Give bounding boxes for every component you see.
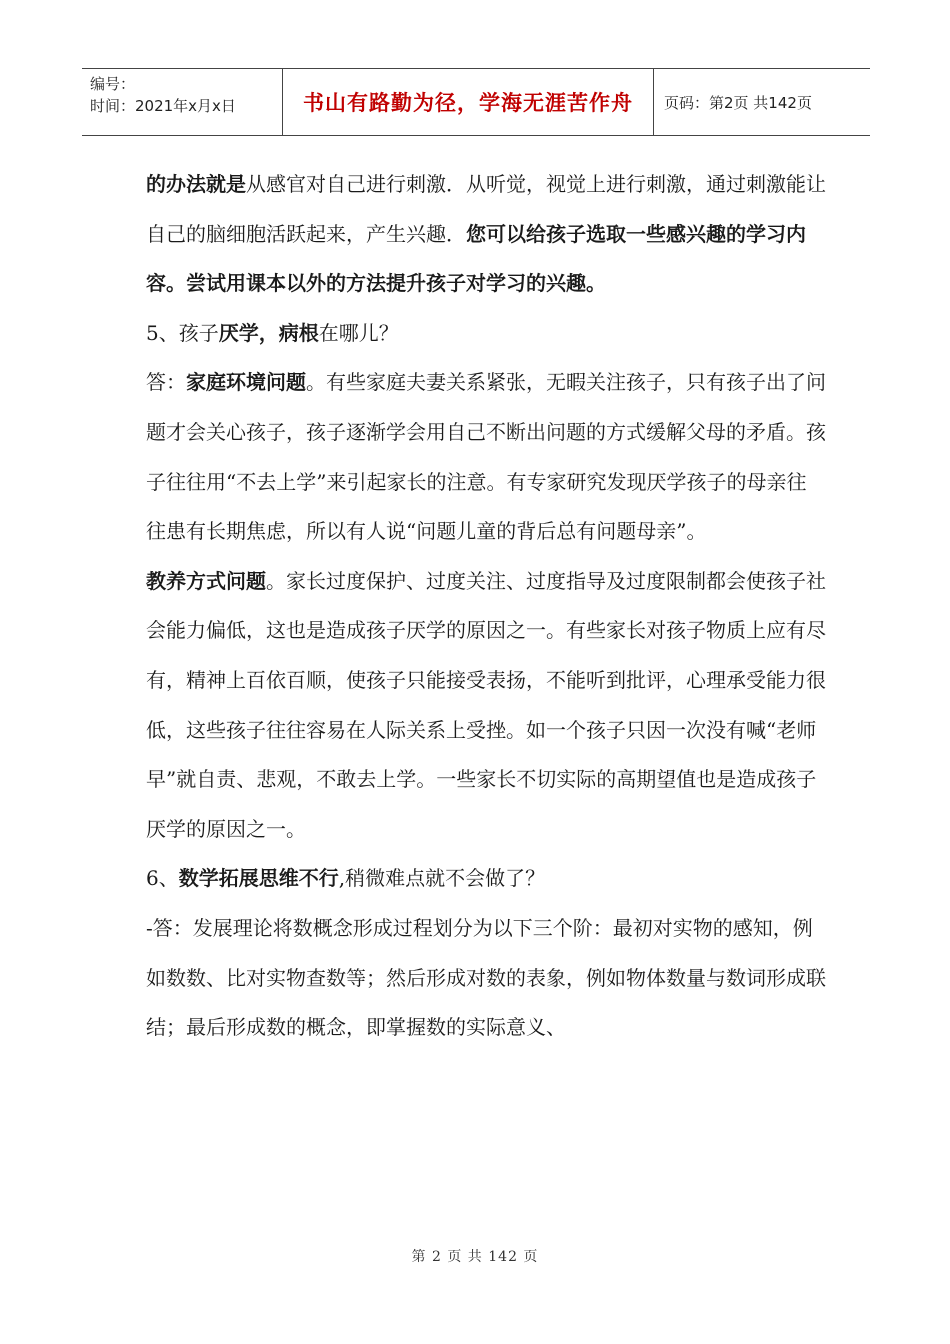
serial-number-label: 编号： (90, 75, 136, 93)
header-page-info: 页码：第2页 共142页 (664, 93, 812, 112)
answer-heading: 教养方式问题 (146, 568, 266, 593)
question-6 (146, 854, 826, 904)
question-number: 6、 (146, 866, 179, 891)
question-keyword: 数学拓展思维不行 (178, 866, 339, 891)
question-keyword: 厌学，病根 (218, 320, 319, 345)
bold-text: 您可以给孩子选取一些感兴趣的学习内容。尝试用课本以外的方法提升孩子对学习的兴趣。 (146, 221, 806, 296)
question-text: ,稍微难点就不会做了？ (338, 866, 546, 891)
document-body (146, 160, 826, 1053)
date-label: 时间：2021年x月x日 (90, 97, 236, 115)
question-number: 5、孩子 (146, 320, 219, 345)
header-meta (82, 69, 282, 135)
paragraph-interest-method (146, 160, 826, 309)
answer-5-parenting-style (146, 557, 826, 855)
answer-heading: 家庭环境问题 (186, 370, 306, 395)
answer-6 (146, 904, 826, 1053)
answer-text: -答：发展理论将数概念形成过程划分为以下三个阶：最初对实物的感知，例如数数、比对实物查数等；然后形成对数的表象，例如物体数量与数词形成联结；最后形成数的概念，即掌握数的实际意义、 (146, 915, 826, 1040)
answer-text: 。有些家庭夫妻关系紧张，无暇关注孩子，只有孩子出了问题才会关心孩子，孩子逐渐学会用自己不断出问题的方式缓解父母的矛盾。孩子往往用“不去上学”来引起家长的注意。有专家研究发现厌学孩子的母亲往往患有长期焦虑，所以有人说“问题儿童的背后总有问题母亲”。 (146, 370, 826, 544)
answer-text: 。家长过度保护、过度关注、过度指导及过度限制都会使孩子社会能力偏低，这也是造成孩子厌学的原因之一。有些家长对孩子物质上应有尽有，精神上百依百顺，使孩子只能接受表扬，不能听到批评，心理承受能力很低，这些孩子往往容易在人际关系上受挫。如一个孩子只因一次没有喊“老师早”就自责、悲观，不敢去上学。一些家长不切实际的高期望值也是造成孩子厌学的原因之一。 (146, 568, 826, 841)
bold-text: 的办法就是 (146, 172, 246, 196)
page-footer: 第 2 页 共 142 页 (411, 1249, 539, 1265)
question-5 (146, 309, 826, 359)
answer-5-family-environment (146, 358, 826, 556)
answer-label: 答： (146, 370, 186, 395)
header-motto: 书山有路勤为径，学海无涯苦作舟 (282, 69, 654, 135)
page-header (82, 68, 870, 136)
question-text: 在哪儿？ (318, 320, 399, 345)
body-text: 从感官对自己进行刺激．从听觉，视觉上进行刺激，通过刺激能让自己的脑细胞活跃起来，产生兴趣． (146, 172, 826, 246)
